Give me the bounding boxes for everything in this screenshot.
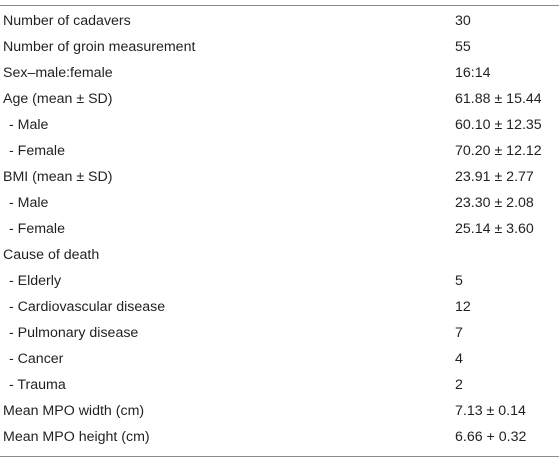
row-value: 16:14 xyxy=(455,65,491,81)
row-label: - Male xyxy=(9,117,49,133)
table-row xyxy=(0,424,559,450)
row-label: - Elderly xyxy=(9,273,62,289)
table-row xyxy=(0,216,559,242)
table-row xyxy=(0,372,559,398)
row-value: 4 xyxy=(455,351,463,367)
table-top-rule xyxy=(0,5,559,6)
table-row xyxy=(0,164,559,190)
row-value: 2 xyxy=(455,377,463,393)
row-value: 60.10 ± 12.35 xyxy=(455,117,542,133)
row-label: Number of groin measurement xyxy=(3,39,196,55)
row-label: Mean MPO height (cm) xyxy=(3,429,150,445)
table-row xyxy=(0,8,559,34)
row-value: 61.88 ± 15.44 xyxy=(455,91,542,107)
row-value: 7.13 ± 0.14 xyxy=(455,403,526,419)
row-value: 23.30 ± 2.08 xyxy=(455,195,534,211)
row-value: 6.66 + 0.32 xyxy=(455,429,527,445)
row-value: 12 xyxy=(455,299,471,315)
table-row xyxy=(0,294,559,320)
row-label: - Trauma xyxy=(9,377,66,393)
row-label: - Cardiovascular disease xyxy=(9,299,166,315)
table-bottom-rule xyxy=(0,456,559,457)
row-value: 25.14 ± 3.60 xyxy=(455,221,534,237)
row-value: 30 xyxy=(455,13,471,29)
table-row xyxy=(0,346,559,372)
row-value: 55 xyxy=(455,39,471,55)
table-row xyxy=(0,112,559,138)
row-label: - Pulmonary disease xyxy=(9,325,139,341)
table-row xyxy=(0,242,559,268)
row-label: Mean MPO width (cm) xyxy=(3,403,145,419)
row-value: 7 xyxy=(455,325,463,341)
table-row xyxy=(0,398,559,424)
row-label: Age (mean ± SD) xyxy=(3,91,113,107)
table-row xyxy=(0,190,559,216)
row-label: - Female xyxy=(9,143,65,159)
row-value: 23.91 ± 2.77 xyxy=(455,169,534,185)
table-row xyxy=(0,60,559,86)
row-value: 5 xyxy=(455,273,463,289)
row-label: - Cancer xyxy=(9,351,64,367)
row-label: Cause of death xyxy=(3,247,100,263)
row-label: - Male xyxy=(9,195,49,211)
table-row xyxy=(0,86,559,112)
row-value: 70.20 ± 12.12 xyxy=(455,143,542,159)
row-label: BMI (mean ± SD) xyxy=(3,169,113,185)
row-label: Number of cadavers xyxy=(3,13,131,29)
table-row xyxy=(0,34,559,60)
table-row xyxy=(0,320,559,346)
row-label: - Female xyxy=(9,221,65,237)
table-row xyxy=(0,268,559,294)
table-row xyxy=(0,138,559,164)
row-label: Sex–male:female xyxy=(3,65,113,81)
